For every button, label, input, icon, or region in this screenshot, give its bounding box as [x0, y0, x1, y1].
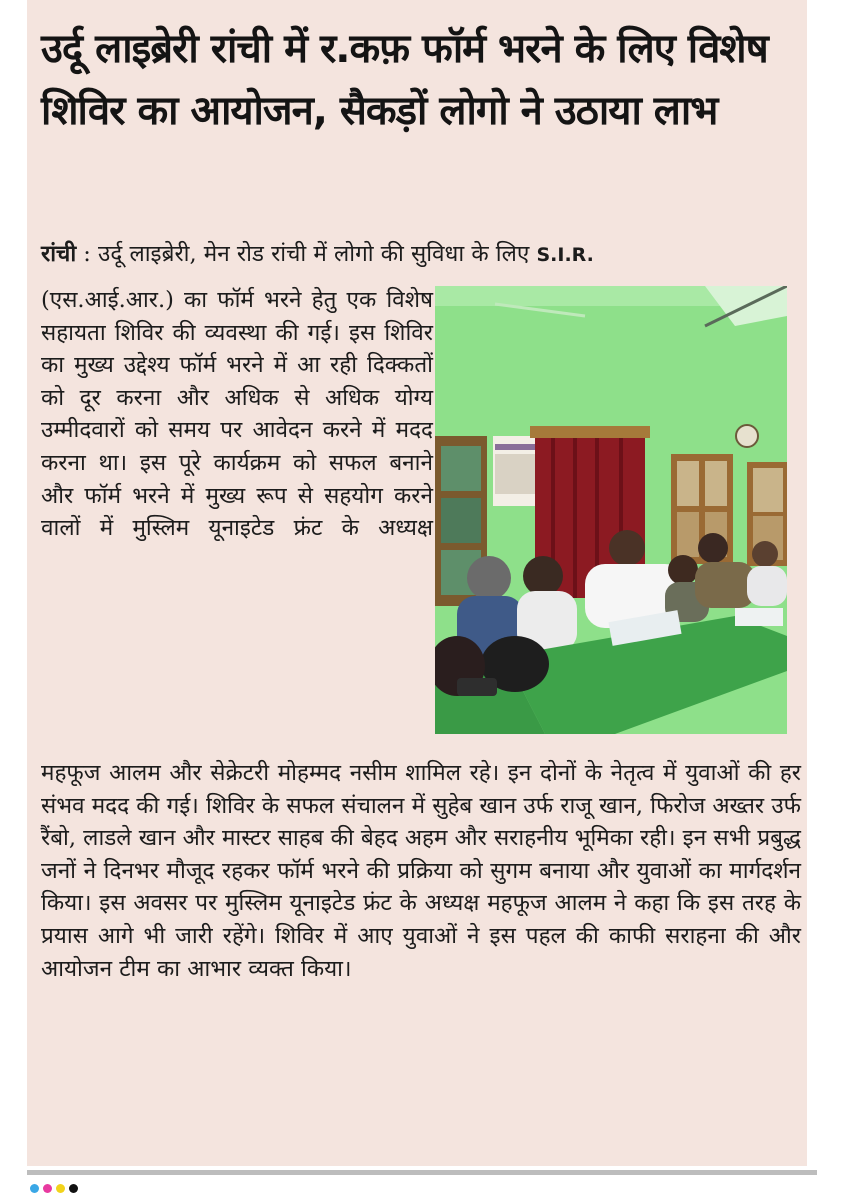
bottom-text: महफूज आलम और सेक्रेटरी मोहम्मद नसीम शामिल रहे। इन दोनों के नेतृत्व में युवाओं की हर संभव मदद की गई। शिविर के सफल संचालन में सुहेब खान उर्फ राजू खान, फिरोज अख्तर उर्फ रैंबो, लाडले खान और मास्टर साहब की बेहद अहम और सराहनीय भूमिका रही। इन सभी प्रबुद्ध जनों ने दिनभर मौजूद रहकर फॉर्म भरने की प्रक्रिया को सुगम बनाया और युवाओं का मार्गदर्शन किया। इस अवसर पर मुस्लिम यूनाइटेड फ्रंट के अध्यक्ष महफूज आलम ने कहा कि इस तरह के प्रयास आगे भी जारी रहेंगे। शिविर में आए युवाओं ने इस पहल की काफी सराहना की और आयोजन टीम का आभार व्यक्त किया। [41, 760, 801, 982]
page-indicator [30, 1184, 78, 1194]
newspaper-clipping [27, 0, 807, 1166]
dateline-paragraph [41, 238, 801, 272]
page-dot-4[interactable] [69, 1184, 78, 1193]
page-rule [27, 1170, 817, 1175]
dateline-city: रांची [41, 241, 77, 267]
left-column-text: (एस.आई.आर.) का फॉर्म भरने हेतु एक विशेष सहायता शिविर की व्यवस्था की गई। इस शिविर का मुख्य उद्देश्य फॉर्म भरने में आ रही दिक्कतों को दूर करना और अधिक से अधिक योग्य उम्मीदवारों को समय पर आवेदन करने में मदद करना था। इस पूरे कार्यक्रम को सफल बनाने और फॉर्म भरने में मुख्य रूप से सहयोग करने वालों में मुस्लिम यूनाइटेड फ्रंट के अध्यक्ष [41, 287, 433, 542]
page-dot-2[interactable] [43, 1184, 52, 1193]
intro-text: : उर्दू लाइब्रेरी, मेन रोड रांची में लोगो की सुविधा के लिए [76, 241, 537, 267]
sir-label: S.I.R. [536, 244, 594, 266]
article-headline: उर्दू लाइब्रेरी रांची में र.कफ़ फॉर्म भरने के लिए विशेष शिविर का आयोजन, सैकड़ों लोगो ने उठाया लाभ [41, 26, 768, 134]
page-dot-3[interactable] [56, 1184, 65, 1193]
event-photo [435, 286, 787, 734]
page-dot-1[interactable] [30, 1184, 39, 1193]
